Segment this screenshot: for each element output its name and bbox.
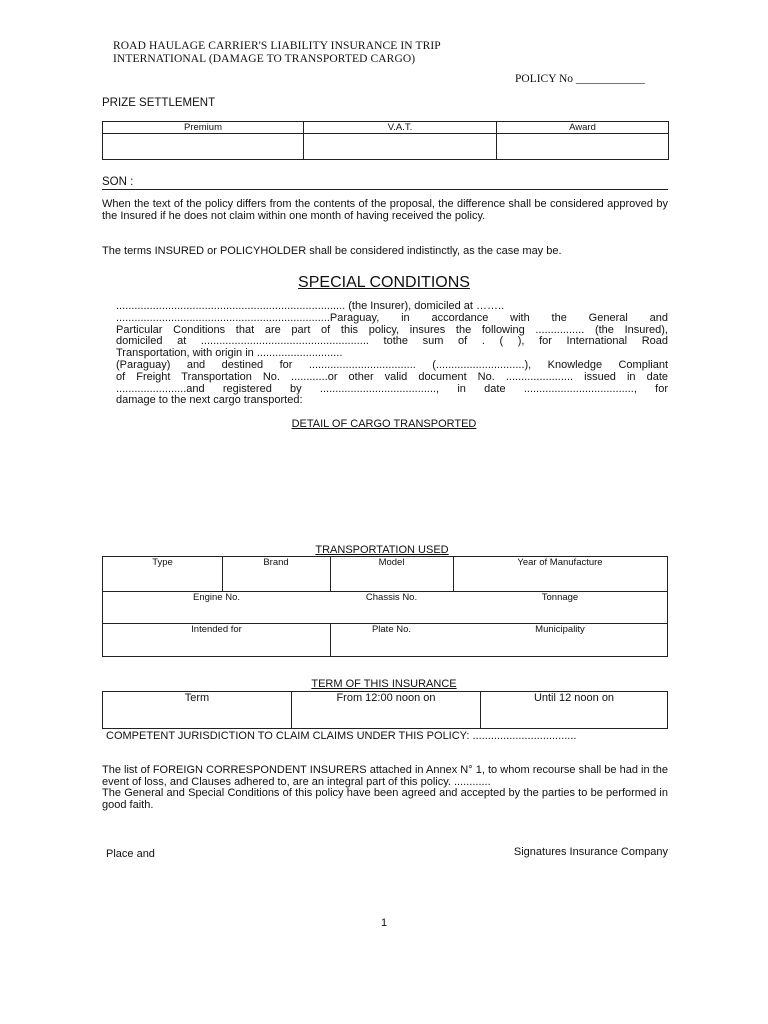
vat-header: V.A.T. (304, 122, 497, 134)
signatures-label: Signatures Insurance Company (513, 846, 668, 858)
term-title: TERM OF THIS INSURANCE (311, 678, 457, 690)
type-label: Type (152, 557, 173, 568)
sc-line-9: damage to the next cargo transported: (116, 394, 303, 407)
from-cell[interactable]: From 12:00 noon on (292, 692, 481, 729)
model-label: Model (378, 557, 405, 568)
chassis-no-label: Chassis No. (365, 592, 418, 603)
son-label: SON : (102, 176, 134, 188)
premium-cell[interactable] (103, 134, 304, 160)
sc-line-7: of Freight Transportation No. ............or other valid document No. ...................... issued in date (116, 370, 668, 383)
until-cell[interactable]: Until 12 noon on (481, 692, 668, 729)
closing-paragraph-1: The list of FOREIGN CORRESPONDENT INSURERS attached in Annex N° 1, to whom recourse shall be had in the event of loss, and Clauses adhered to, are an integral part of this policy. ............ (102, 764, 668, 788)
header-title-line1: ROAD HAULAGE CARRIER'S LIABILITY INSURANCE IN TRIP (113, 40, 441, 52)
plate-no-label: Plate No. (371, 624, 412, 635)
premium-header: Premium (103, 122, 304, 134)
special-conditions-title: SPECIAL CONDITIONS (298, 274, 470, 291)
brand-label: Brand (263, 557, 289, 568)
sc-line-5: Transportation, with origin in ............................ (116, 347, 343, 360)
award-header: Award (497, 122, 669, 134)
year-of-manufacture-label: Year of Manufacture (517, 557, 603, 568)
transportation-used-title: TRANSPORTATION USED (315, 544, 449, 556)
tonnage-label: Tonnage (541, 592, 579, 603)
jurisdiction-line: COMPETENT JURISDICTION TO CLAIM CLAIMS UNDER THIS POLICY: .................................. (106, 730, 577, 742)
term-cell[interactable]: Term (103, 692, 292, 729)
vat-cell[interactable] (304, 134, 497, 160)
closing-paragraph-2: The General and Special Conditions of this policy have been agreed and accepted by the parties to be performed in good faith. (102, 787, 668, 811)
sc-line-4: domiciled at ....................................................... tothe sum of . ( ), for International Road (116, 335, 668, 348)
municipality-label: Municipality (535, 624, 585, 635)
sc-line-3: Particular Conditions that are part of this policy, insures the following ................ (the Insured), (116, 323, 668, 336)
place-and-date: Place and (106, 848, 155, 860)
sc-line-2: ......................................................................Paraguay, in accordance with the General and (116, 311, 668, 324)
award-cell[interactable] (497, 134, 669, 160)
intro-paragraph-1: When the text of the policy differs from the contents of the proposal, the difference shall be considered approved by the Insured if he does not claim within one month of having received the policy. (102, 198, 668, 222)
header-title-line2: INTERNATIONAL (DAMAGE TO TRANSPORTED CARGO) (113, 53, 416, 65)
page-number: 1 (380, 917, 388, 929)
prize-settlement-heading: PRIZE SETTLEMENT (102, 97, 216, 109)
son-field[interactable] (102, 176, 668, 190)
sc-line-6: (Paraguay) and destined for ................................... (.............................), Knowledge Compliant (116, 358, 668, 371)
prize-table (102, 121, 669, 160)
policy-number-field[interactable]: POLICY No ____________ (515, 73, 645, 85)
sc-line-1: ........................................................................... (the Insurer), domiciled at …….. (116, 300, 505, 312)
intro-paragraph-2: The terms INSURED or POLICYHOLDER shall be considered indistinctly, as the case may be. (102, 245, 562, 257)
intended-for-label: Intended for (191, 624, 242, 635)
special-conditions-body (116, 301, 668, 407)
document-header (113, 40, 441, 66)
transportation-table (102, 556, 668, 657)
sc-line-8: .......................and registered by ......................................, in date ...................................., for (116, 382, 668, 395)
term-table (102, 691, 668, 729)
cargo-detail-title: DETAIL OF CARGO TRANSPORTED (291, 418, 477, 430)
engine-no-label: Engine No. (192, 592, 240, 603)
